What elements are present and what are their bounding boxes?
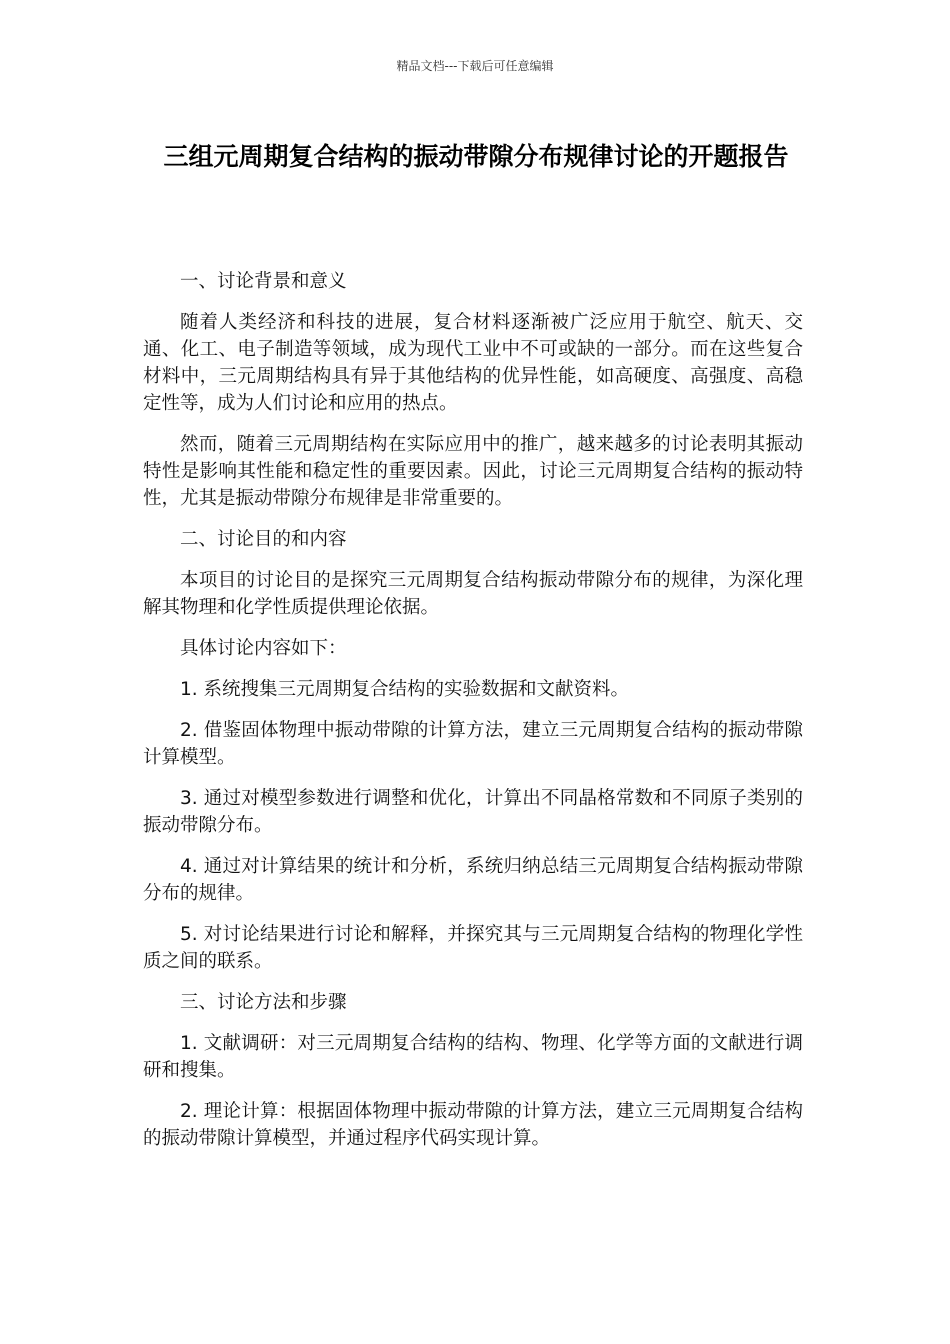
paragraph: 具体讨论内容如下： [180, 638, 347, 659]
document-body [143, 268, 803, 1166]
list-item: 2. 借鉴固体物理中振动带隙的计算方法，建立三元周期复合结构的振动带隙计算模型。 [143, 720, 803, 768]
paragraph: 随着人类经济和科技的进展，复合材料逐渐被广泛应用于航空、航天、交通、化工、电子制造等领域，成为现代工业中不可或缺的一部分。而在这些复合材料中，三元周期结构具有异于其他结构的优异性能，如高硬度、高强度、高稳定性等，成为人们讨论和应用的热点。 [143, 312, 803, 414]
section-heading-objectives: 二、讨论目的和内容 [180, 529, 347, 550]
list-item: 4. 通过对计算结果的统计和分析，系统归纳总结三元周期复合结构振动带隙分布的规律。 [143, 856, 803, 904]
list-item: 1. 系统搜集三元周期复合结构的实验数据和文献资料。 [180, 679, 630, 700]
document-title: 三组元周期复合结构的振动带隙分布规律讨论的开题报告 [163, 142, 789, 171]
paragraph: 本项目的讨论目的是探究三元周期复合结构振动带隙分布的规律，为深化理解其物理和化学性质提供理论依据。 [143, 570, 803, 618]
list-item: 2. 理论计算：根据固体物理中振动带隙的计算方法，建立三元周期复合结构的振动带隙计算模型，并通过程序代码实现计算。 [143, 1101, 803, 1149]
list-item: 5. 对讨论结果进行讨论和解释，并探究其与三元周期复合结构的物理化学性质之间的联系。 [143, 924, 803, 972]
section-heading-methods: 三、讨论方法和步骤 [180, 992, 347, 1013]
paragraph: 然而，随着三元周期结构在实际应用中的推广，越来越多的讨论表明其振动特性是影响其性能和稳定性的重要因素。因此，讨论三元周期复合结构的振动特性，尤其是振动带隙分布规律是非常重要的。 [143, 434, 803, 509]
section-heading-background: 一、讨论背景和意义 [180, 271, 347, 292]
list-item: 1. 文献调研：对三元周期复合结构的结构、物理、化学等方面的文献进行调研和搜集。 [143, 1033, 803, 1081]
header-note: 精品文档---下载后可任意编辑 [396, 59, 554, 73]
list-item: 3. 通过对模型参数进行调整和优化，计算出不同晶格常数和不同原子类别的振动带隙分布。 [143, 788, 803, 836]
